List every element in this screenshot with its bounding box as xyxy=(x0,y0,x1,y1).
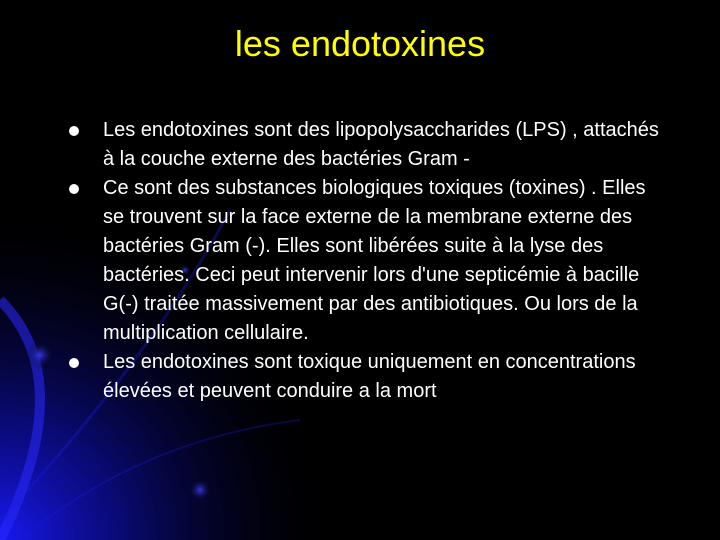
slide-title: les endotoxines xyxy=(234,23,486,64)
bullet-text: Les endotoxines sont des lipopolysaccharides (LPS) , attachés à la couche externe des bactéries Gram - xyxy=(103,119,659,170)
bullet-item xyxy=(60,174,660,348)
bullet-text: Les endotoxines sont toxique uniquement en concentrations élevées et peuvent conduire a la mort xyxy=(103,351,636,402)
bullet-text: Ce sont des substances biologiques toxiques (toxines) . Elles se trouvent sur la face externe de la membrane externe des bactéries Gram (-). Elles sont libérées suite à la lyse des bactéries. Ceci peut intervenir lors d'une septicémie à bacille G(-) traitée massivement par des antibiotiques. Ou lors de la multiplication cellulaire. xyxy=(103,177,646,344)
bullet-dot-icon xyxy=(69,184,79,194)
bullet-dot-icon xyxy=(69,126,79,136)
bullet-list xyxy=(60,116,660,406)
bullet-item xyxy=(60,348,660,406)
bullet-dot-icon xyxy=(69,358,79,368)
bullet-item xyxy=(60,116,660,174)
